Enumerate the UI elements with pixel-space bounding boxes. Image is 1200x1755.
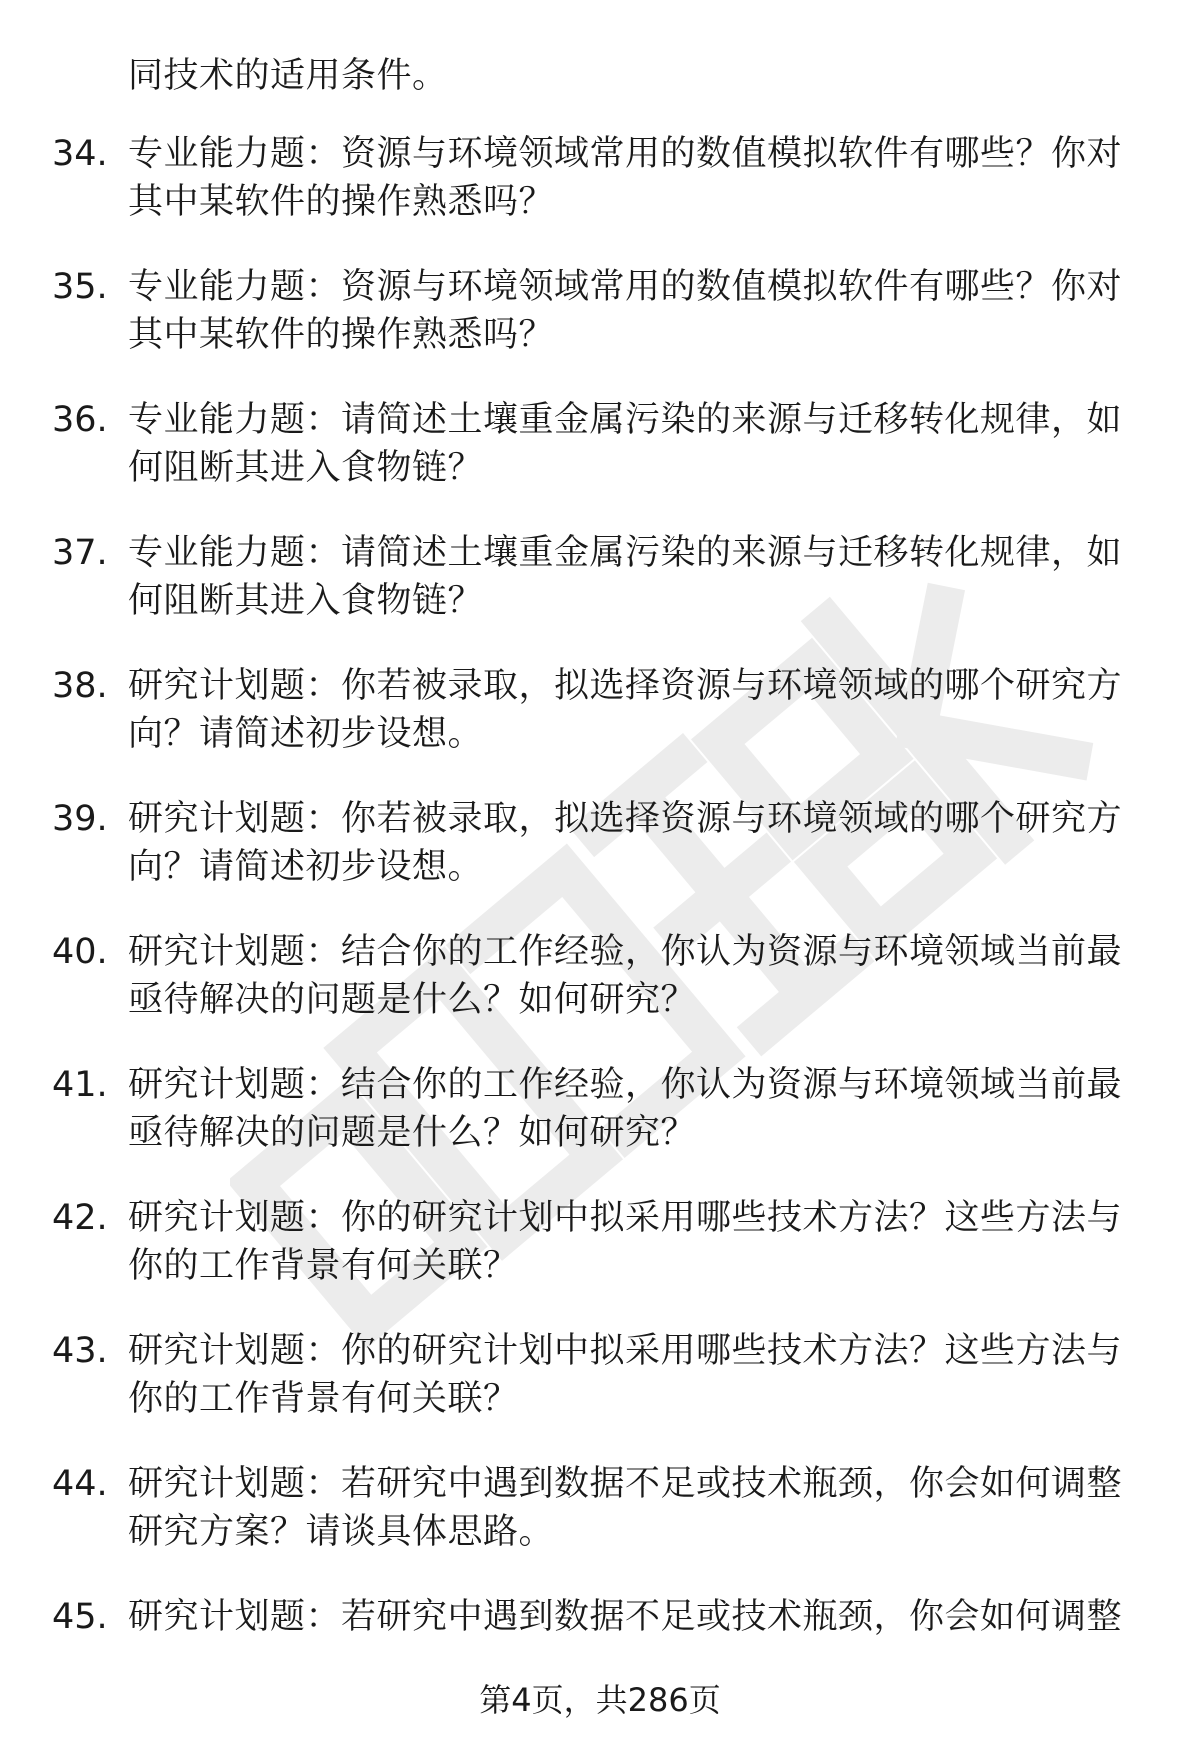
item-text-line2: 你的工作背景有何关联？ — [128, 1379, 519, 1419]
item-number: 41. — [52, 1065, 108, 1105]
item-number: 45. — [52, 1597, 108, 1637]
item-text-line2: 向？请简述初步设想。 — [128, 714, 484, 754]
item-text-line2: 你的工作背景有何关联？ — [128, 1246, 519, 1286]
item-number: 43. — [52, 1331, 108, 1371]
item-text-line2: 研究方案？请谈具体思路。 — [128, 1512, 555, 1552]
item-number: 34. — [52, 134, 108, 174]
item-text-line2: 其中某软件的操作熟悉吗？ — [128, 315, 555, 355]
page-footer: 第4页，共286页 — [479, 1681, 721, 1719]
item-number: 40. — [52, 932, 108, 972]
item-text-line1: 专业能力题：资源与环境领域常用的数值模拟软件有哪些？你对 — [128, 134, 1123, 174]
item-text-line1: 研究计划题：若研究中遇到数据不足或技术瓶颈，你会如何调整 — [128, 1464, 1123, 1504]
item-text-line2: 向？请简述初步设想。 — [128, 847, 484, 887]
item-text-line1: 研究计划题：若研究中遇到数据不足或技术瓶颈，你会如何调整 — [128, 1597, 1123, 1637]
item-number: 44. — [52, 1464, 108, 1504]
item-text-line1: 研究计划题：你的研究计划中拟采用哪些技术方法？这些方法与 — [128, 1198, 1123, 1238]
item-number: 35. — [52, 267, 108, 307]
item-text-line1: 研究计划题：你若被录取，拟选择资源与环境领域的哪个研究方 — [128, 666, 1123, 706]
item-text-line1: 研究计划题：结合你的工作经验，你认为资源与环境领域当前最 — [128, 932, 1123, 972]
item-text-line1: 研究计划题：你若被录取，拟选择资源与环境领域的哪个研究方 — [128, 799, 1123, 839]
item-text-line2: 亟待解决的问题是什么？如何研究？ — [128, 1113, 697, 1153]
item-number: 38. — [52, 666, 108, 706]
item-number: 39. — [52, 799, 108, 839]
item-text-line1: 专业能力题：请简述土壤重金属污染的来源与迁移转化规律，如 — [128, 533, 1123, 573]
item-text-line2: 亟待解决的问题是什么？如何研究？ — [128, 980, 697, 1020]
item-text-line2: 何阻断其进入食物链？ — [128, 448, 484, 488]
item-text-line2: 其中某软件的操作熟悉吗？ — [128, 182, 555, 222]
item-number: 42. — [52, 1198, 108, 1238]
item-text-line1: 研究计划题：结合你的工作经验，你认为资源与环境领域当前最 — [128, 1065, 1123, 1105]
item-text-line1: 专业能力题：资源与环境领域常用的数值模拟软件有哪些？你对 — [128, 267, 1123, 307]
item-number: 37. — [52, 533, 108, 573]
carryover-line: 同技术的适用条件。 — [128, 56, 448, 96]
item-text-line2: 何阻断其进入食物链？ — [128, 581, 484, 621]
item-text-line1: 研究计划题：你的研究计划中拟采用哪些技术方法？这些方法与 — [128, 1331, 1123, 1371]
item-number: 36. — [52, 400, 108, 440]
item-text-line1: 专业能力题：请简述土壤重金属污染的来源与迁移转化规律，如 — [128, 400, 1123, 440]
